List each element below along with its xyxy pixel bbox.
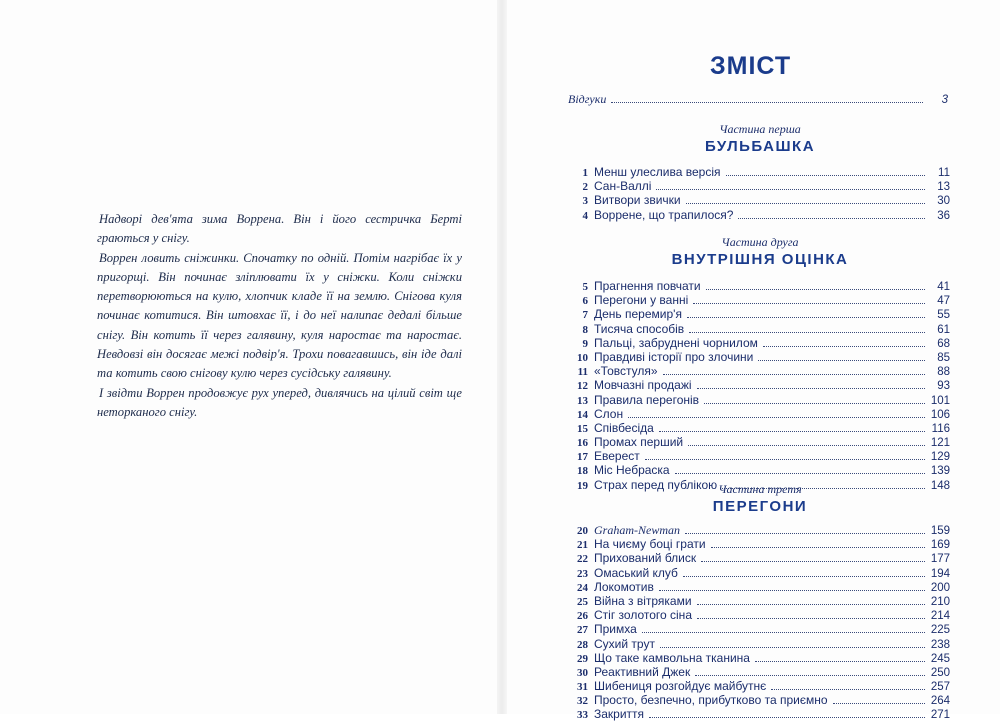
chapter-page: 106	[930, 408, 950, 421]
chapter-number: 1	[582, 167, 588, 179]
chapter-title: Просто, безпечно, прибутково та приємно	[594, 693, 828, 708]
toc-entry[interactable]	[568, 279, 950, 293]
chapter-title: Реактивний Джек	[594, 664, 691, 679]
chapter-page: 129	[930, 451, 950, 464]
toc-list-part-1	[568, 165, 950, 222]
toc-entry-title: Відгуки	[568, 92, 607, 106]
chapter-page: 257	[930, 681, 950, 694]
chapter-page: 55	[937, 309, 950, 322]
chapter-page: 93	[937, 380, 950, 393]
toc-entry[interactable]	[568, 637, 950, 651]
part-label: Частина друга	[721, 235, 799, 249]
chapter-page: 61	[937, 323, 950, 336]
chapter-number: 21	[577, 539, 588, 552]
chapter-number: 4	[582, 209, 588, 222]
chapter-title: Промах перший	[594, 435, 684, 450]
toc-page	[510, 0, 1000, 722]
chapter-title: Що таке камвольна тканина	[594, 650, 750, 665]
left-page	[0, 0, 500, 714]
chapter-page: 169	[930, 539, 950, 552]
toc-entry[interactable]	[568, 622, 950, 636]
dot-leader	[642, 632, 925, 633]
chapter-page: 238	[930, 638, 950, 651]
dot-leader	[704, 403, 925, 404]
chapter-number: 17	[577, 451, 588, 464]
dot-leader	[701, 561, 925, 562]
toc-entry[interactable]	[568, 679, 950, 693]
chapter-number: 28	[577, 638, 588, 651]
chapter-title: Локомотив	[594, 579, 654, 594]
chapter-page: 210	[930, 595, 950, 608]
dot-leader	[628, 417, 925, 418]
toc-entry[interactable]	[568, 208, 950, 222]
dot-leader	[649, 717, 925, 718]
toc-entry[interactable]	[568, 165, 950, 179]
dot-leader	[693, 303, 925, 304]
dot-leader	[697, 618, 925, 619]
dot-leader	[656, 189, 925, 190]
dot-leader	[611, 102, 923, 103]
epigraph-paragraph: Надворі дев'ята зима Воррена. Він і його сестричка Берті граються у снігу.	[97, 212, 462, 246]
chapter-title: Стіг золотого сіна	[594, 608, 692, 623]
toc-entry[interactable]	[568, 435, 950, 449]
chapter-title: Сан-Валлі	[594, 179, 652, 194]
toc-entry[interactable]	[568, 693, 950, 707]
chapter-page: 225	[930, 624, 950, 637]
chapter-page: 200	[930, 581, 950, 594]
chapter-title: Страх перед публікою	[594, 477, 718, 492]
toc-entry[interactable]	[568, 594, 950, 608]
dot-leader	[771, 689, 925, 690]
chapter-title: Graham-Newman	[594, 523, 680, 537]
chapter-page: 11	[938, 167, 950, 179]
chapter-page: 245	[930, 652, 950, 665]
dot-leader	[697, 388, 925, 389]
chapter-title: Співбесіда	[594, 420, 654, 435]
chapter-number: 2	[582, 181, 588, 194]
dot-leader	[675, 473, 925, 474]
epigraph	[97, 210, 462, 422]
chapter-title: Прихований блиск	[594, 551, 697, 566]
toc-entry[interactable]	[568, 449, 950, 463]
chapter-number: 18	[577, 465, 588, 478]
page-gutter	[497, 0, 507, 714]
dot-leader	[833, 703, 925, 704]
toc-entry-reviews[interactable]	[568, 92, 948, 107]
chapter-title: Примха	[594, 622, 637, 637]
chapter-title: Правдиві історії про злочини	[594, 349, 754, 364]
chapter-number: 29	[577, 652, 588, 665]
part-title: ПЕРЕГОНИ	[712, 498, 808, 515]
chapter-page: 13	[937, 181, 950, 194]
dot-leader	[660, 647, 925, 648]
chapter-number: 13	[577, 394, 588, 407]
chapter-title: Прагнення повчати	[594, 279, 701, 293]
dot-leader	[758, 360, 925, 361]
chapter-number: 26	[577, 610, 588, 623]
dot-leader	[663, 374, 925, 375]
chapter-number: 6	[582, 295, 588, 308]
chapter-title: Пальці, забруднені чорнилом	[594, 335, 758, 350]
chapter-page: 36	[937, 209, 950, 222]
chapter-page: 47	[937, 295, 950, 308]
chapter-page: 271	[930, 709, 950, 722]
chapter-title: На чиєму боці грати	[594, 537, 706, 552]
chapter-page: 85	[937, 351, 950, 364]
chapter-page: 41	[937, 281, 950, 293]
chapter-number: 20	[577, 525, 588, 537]
chapter-number: 31	[577, 681, 588, 694]
chapter-page: 148	[930, 479, 950, 492]
chapter-number: 3	[582, 195, 588, 208]
dot-leader	[695, 675, 925, 676]
toc-entry[interactable]	[568, 566, 950, 580]
chapter-number: 27	[577, 624, 588, 637]
dot-leader	[659, 431, 925, 432]
chapter-title: Воррене, що трапилося?	[594, 207, 734, 222]
toc-entry[interactable]	[568, 393, 950, 407]
chapter-title: Сухий трут	[594, 636, 655, 651]
dot-leader	[688, 445, 925, 446]
toc-entry[interactable]	[568, 463, 950, 477]
chapter-page: 139	[930, 465, 950, 478]
chapter-page: 116	[931, 422, 950, 435]
chapter-title: Шибениця розгойдує майбутнє	[594, 679, 767, 694]
chapter-title: Менш улеслива версія	[594, 165, 721, 179]
toc-entry[interactable]	[568, 378, 950, 392]
chapter-number: 32	[577, 695, 588, 708]
chapter-number: 7	[582, 309, 588, 322]
dot-leader	[697, 604, 925, 605]
toc-entry[interactable]	[568, 193, 950, 207]
chapter-page: 250	[930, 666, 950, 679]
chapter-title: Еверест	[594, 449, 640, 464]
chapter-page: 159	[930, 525, 950, 537]
chapter-title: Війна з вітряками	[594, 593, 692, 608]
dot-leader	[683, 576, 925, 577]
chapter-number: 19	[577, 479, 588, 492]
toc-entry[interactable]	[568, 707, 950, 721]
chapter-title: Тисяча способів	[594, 321, 685, 336]
chapter-number: 10	[577, 351, 588, 364]
toc-entry[interactable]	[568, 407, 950, 421]
chapter-title: Закриття	[594, 707, 645, 722]
dot-leader	[687, 317, 925, 318]
part-title: БУЛЬБАШКА	[704, 138, 816, 155]
toc-list-part-3	[568, 523, 950, 722]
chapter-number: 8	[582, 323, 588, 336]
dot-leader	[763, 346, 925, 347]
chapter-page: 194	[930, 567, 950, 580]
chapter-title: Омаський клуб	[594, 565, 678, 580]
toc-entry[interactable]	[568, 421, 950, 435]
chapter-page: 30	[937, 195, 950, 208]
chapter-title: «Товстуля»	[594, 364, 658, 379]
chapter-number: 15	[577, 422, 588, 435]
toc-entry[interactable]	[568, 364, 950, 378]
epigraph-paragraph: Воррен ловить сніжинки. Спочатку по одній. Потім нагрібає їх у пригорщі. Він починає зліплювати їх у сніжки. Коли сніжки перетворюються на кулю, хлопчик кладе її на землю. Снігова куля починає котитися. Він штовхає її, і до неї налипає дедалі більше снігу. Він котить її через галявину, куля наростає та наростає. Невдовзі він досягає межі подвір'я. Трохи повагавшись, він іде далі та котить свою снігову кулю через сусідську галявину.	[97, 250, 462, 381]
dot-leader	[659, 590, 925, 591]
chapter-page: 121	[930, 437, 950, 450]
chapter-title: Мовчазні продажі	[594, 378, 692, 393]
toc-entry-page: 3	[941, 94, 948, 106]
chapter-title: Слон	[594, 406, 624, 421]
chapter-number: 12	[577, 380, 588, 393]
dot-leader	[685, 533, 925, 534]
dot-leader	[689, 332, 925, 333]
chapter-number: 14	[577, 408, 588, 421]
chapter-number: 5	[582, 281, 588, 293]
dot-leader	[686, 203, 925, 204]
chapter-page: 177	[930, 553, 950, 566]
toc-list-part-2	[568, 279, 950, 492]
epigraph-paragraph: І звідти Воррен продовжує рух уперед, дивлячись на цілий світ ще неторканого снігу.	[97, 385, 462, 419]
dot-leader	[711, 547, 925, 548]
toc-entry[interactable]	[568, 350, 950, 364]
toc-entry[interactable]	[568, 551, 950, 565]
part-label: Частина третя	[718, 482, 802, 496]
chapter-title: Правила перегонів	[594, 392, 700, 407]
chapter-number: 24	[577, 581, 588, 594]
chapter-number: 9	[582, 337, 588, 350]
toc-entry[interactable]	[568, 608, 950, 622]
part-label: Частина перша	[719, 122, 801, 136]
chapter-number: 33	[577, 709, 588, 722]
dot-leader	[645, 459, 925, 460]
chapter-number: 25	[577, 595, 588, 608]
chapter-number: 30	[577, 666, 588, 679]
toc-entry[interactable]	[568, 665, 950, 679]
chapter-title: Міс Небраска	[594, 463, 670, 478]
toc-entry[interactable]	[568, 293, 950, 307]
dot-leader	[726, 175, 925, 176]
toc-entry[interactable]	[568, 307, 950, 321]
chapter-title: День перемир'я	[594, 307, 682, 322]
toc-entry[interactable]	[568, 322, 950, 336]
chapter-title: Перегони у ванні	[594, 293, 689, 308]
part-title: ВНУТРІШНЯ ОЦІНКА	[671, 251, 849, 268]
chapter-page: 101	[930, 394, 950, 407]
chapter-page: 214	[930, 610, 950, 623]
toc-entry[interactable]	[568, 537, 950, 551]
dot-leader	[706, 289, 925, 290]
toc-entry[interactable]	[568, 523, 950, 537]
toc-title: ЗМІСТ	[710, 52, 792, 80]
toc-entry[interactable]	[568, 336, 950, 350]
chapter-page: 68	[937, 337, 950, 350]
toc-entry[interactable]	[568, 651, 950, 665]
chapter-number: 11	[577, 366, 588, 379]
chapter-number: 22	[577, 553, 588, 566]
toc-entry[interactable]	[568, 179, 950, 193]
dot-leader	[738, 218, 925, 219]
chapter-title: Витвори звички	[594, 193, 681, 208]
dot-leader	[755, 661, 925, 662]
chapter-number: 16	[577, 437, 588, 450]
chapter-page: 88	[937, 366, 950, 379]
toc-entry[interactable]	[568, 580, 950, 594]
chapter-number: 23	[577, 567, 588, 580]
chapter-page: 264	[930, 695, 950, 708]
